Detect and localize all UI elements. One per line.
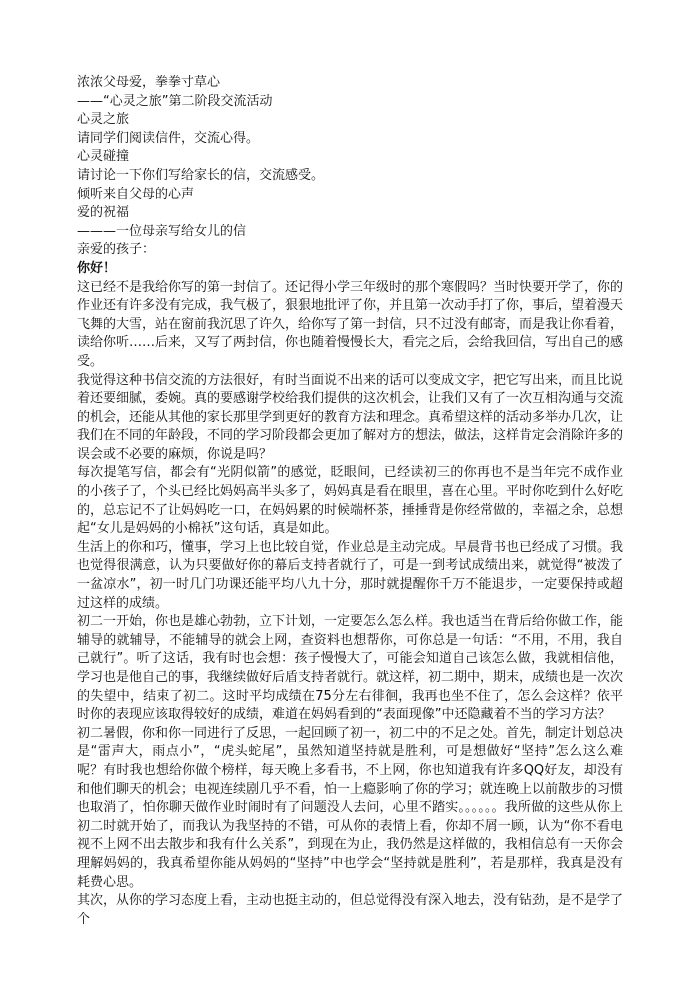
letter-paragraph: 每次提笔写信，都会有“光阴似箭”的感觉，眨眼间，已经读初三的你再也不是当年完不成作业的小孩子了，个头已经比妈妈高半头多了，妈妈真是看在眼里，喜在心里。平时你吃到什么好吃的，总忘记不了让妈妈吃一口，在妈妈累的时候端杯茶，捶捶背是你经常做的，幸福之余，总想起“女儿是妈妈的小棉袄”这句话，真是如此。 [77, 465, 624, 537]
letter-document [77, 74, 623, 929]
letter-paragraph: 这已经不是我给你写的第一封信了。还记得小学三年级时的那个寒假吗？当时快要开学了，你的作业还有许多没有完成，我气极了，狠狠地批评了你，并且第一次动手打了你，事后，望着漫天飞舞的大雪，站在窗前我沉思了许久，给你写了第一封信，只不过没有邮寄，而是我让你看着，读给你听……后来，又写了两封信，你也随着慢慢长大，看完之后，会给我回信，写出自己的感受。 [77, 279, 624, 369]
letter-greeting: 你好！ [77, 260, 117, 276]
letter-paragraph: 其次，从你的学习态度上看，主动也挺主动的，但总觉得没有深入地去，没有钻劲，是不是学了个 [77, 893, 624, 927]
letter-title: 爱的祝福 [77, 205, 130, 221]
section-heading-journey: 心灵之旅 [77, 112, 130, 128]
letter-subtitle: ———一位母亲写给女儿的信 [77, 223, 247, 239]
section-heading-collision: 心灵碰撞 [77, 149, 130, 165]
instruction-read-letters: 请同学们阅读信件，交流心得。 [77, 130, 260, 146]
letter-salutation: 亲爱的孩子： [77, 242, 156, 258]
section-heading-parents-voice: 倾听来自父母的心声 [77, 186, 195, 202]
letter-paragraph: 生活上的你和巧，懂事，学习上也比较自觉，作业总是主动完成。早晨背书也已经成了习惯。我也觉得很满意，认为只要做好你的幕后支持者就行了，可是一到考试成绩出来，就觉得“被泼了一盆凉水”，初一时几门功课还能平均八九十分，那时就提醒你千万不能退步，一定要保持或超过这样的成绩。 [77, 539, 624, 611]
instruction-discuss-letters: 请讨论一下你们写给家长的信，交流感受。 [77, 167, 325, 183]
letter-paragraph: 我觉得这种书信交流的方法很好，有时当面说不出来的话可以变成文字，把它写出来，而且比说着还要细腻，委婉。真的要感谢学校给我们提供的这次机会，让我们又有了一次互相沟通与交流的机会，还能从其他的家长那里学到更好的教育方法和理念。真希望这样的活动多举办几次，让我们在不同的年龄段，不同的学习阶段都会更加了解对方的想法，做法，这样肯定会消除许多的误会或不必要的麻烦，你说是吗？ [77, 372, 624, 462]
letter-paragraph: 初二暑假，你和你一同进行了反思，一起回顾了初一，初二中的不足之处。首先，制定计划总决是“雷声大，雨点小”，“虎头蛇尾”，虽然知道坚持就是胜利，可是想做好“坚持”怎么这么难呢？有时我也想给你做个榜样，每天晚上多看书，不上网，你也知道我有许多QQ好友，却没有和他们聊天的机会；电视连续剧几乎不看，怕一上瘾影响了你的学习；就连晚上以前散步的习惯也取消了，怕你聊天做作业时闹时有了问题没人去问，心里不踏实。。。。。。我所做的这些从你上初二时就开始了，而我认为我坚持的不错，可从你的表情上看，你却不屑一顾，认为“你不看电视不上网不出去散步和我有什么关系”，到现在为止，我仍然是这样做的，我相信总有一天你会理解妈妈的，我真希望你能从妈妈的“坚持”中也学会“坚持就是胜利”，若是那样，我真是没有耗费心思。 [77, 725, 624, 890]
letter-paragraph: 初二一开始，你也是雄心勃勃，立下计划，一定要怎么怎么样。我也适当在背后给你做工作，能辅导的就辅导，不能辅导的就会上网，查资料也想帮你，可你总是一句话：“不用，不用，我自己就行”。听了这话，我有时也会想：孩子慢慢大了，可能会知道自己该怎么做，我就相信他，学习也是他自己的事，我继续做好后盾支持者就行。就这样，初二期中，期末，成绩也是一次次的失望中，结束了初二。这时平均成绩在75分左右徘徊，我再也坐不住了，怎么会这样？依平时你的表现应该取得较好的成绩，难道在妈妈看到的“表面现像”中还隐藏着不当的学习方法？ [77, 614, 624, 723]
page-subtitle: ——“心灵之旅”第二阶段交流活动 [77, 93, 273, 109]
page-title: 浓浓父母爱，拳拳寸草心 [77, 75, 221, 90]
